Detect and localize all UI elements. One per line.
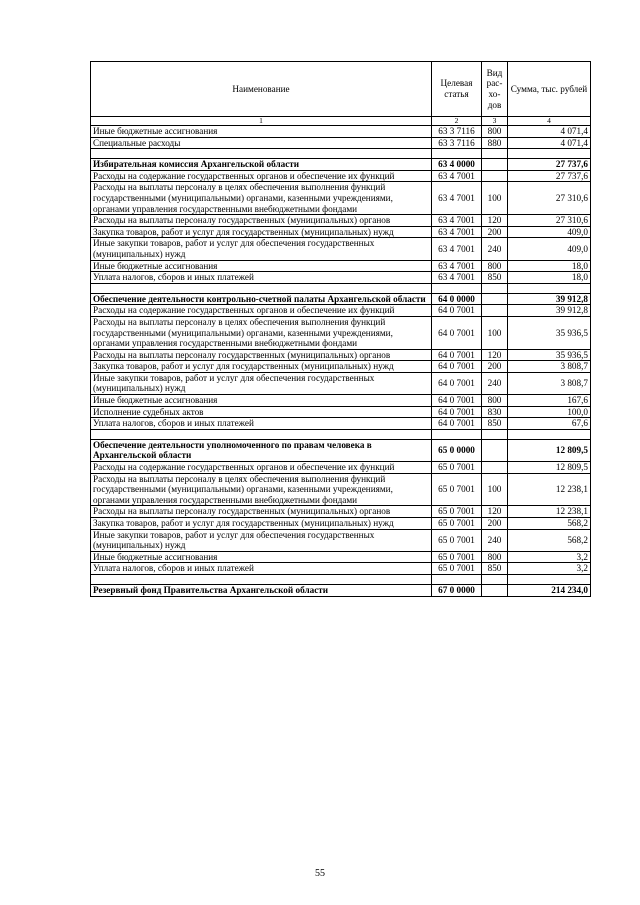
- name-cell: Обеспечение деятельности контрольно-счетной палаты Архангельской области: [91, 293, 432, 305]
- table-row: [91, 305, 591, 317]
- table-row: [91, 126, 591, 138]
- name-cell: Расходы на выплаты персоналу государственных (муниципальных) органов: [91, 349, 432, 361]
- table-row: [91, 529, 591, 551]
- sum-cell: 568,2: [508, 518, 591, 530]
- code-cell: 65 0 7001: [432, 506, 482, 518]
- spacer-row: [91, 429, 591, 439]
- vid-cell: 100: [482, 473, 508, 506]
- sum-cell: 214 234,0: [508, 584, 591, 596]
- empty-cell: [432, 429, 482, 439]
- sum-cell: 3,2: [508, 563, 591, 575]
- column-number: 1: [91, 117, 432, 126]
- code-cell: 63 4 7001: [432, 238, 482, 260]
- code-cell: 64 0 7001: [432, 418, 482, 430]
- vid-cell: [482, 462, 508, 474]
- sum-cell: 12 809,5: [508, 462, 591, 474]
- code-cell: 63 3 7116: [432, 126, 482, 138]
- vid-cell: 200: [482, 226, 508, 238]
- name-cell: Обеспечение деятельности уполномоченного по правам человека в Архангельской области: [91, 439, 432, 461]
- table-row: [91, 260, 591, 272]
- sum-cell: 3,2: [508, 551, 591, 563]
- name-cell: Иные закупки товаров, работ и услуг для обеспечения государственных (муниципальных) нужд: [91, 238, 432, 260]
- code-cell: 63 4 7001: [432, 260, 482, 272]
- vid-cell: 120: [482, 506, 508, 518]
- vid-cell: 880: [482, 137, 508, 149]
- sum-cell: 35 936,5: [508, 316, 591, 349]
- empty-cell: [91, 283, 432, 293]
- table-row: [91, 226, 591, 238]
- vid-cell: 100: [482, 316, 508, 349]
- code-cell: 65 0 7001: [432, 551, 482, 563]
- table-row: [91, 563, 591, 575]
- column-number-row: [91, 117, 591, 126]
- vid-cell: 830: [482, 406, 508, 418]
- empty-cell: [432, 574, 482, 584]
- name-cell: Исполнение судебных актов: [91, 406, 432, 418]
- section-row: [91, 439, 591, 461]
- name-cell: Избирательная комиссия Архангельской области: [91, 159, 432, 171]
- page-number: 55: [315, 868, 325, 879]
- code-cell: 64 0 7001: [432, 305, 482, 317]
- table-row: [91, 473, 591, 506]
- name-cell: Уплата налогов, сборов и иных платежей: [91, 272, 432, 284]
- sum-cell: 12 238,1: [508, 473, 591, 506]
- code-cell: 65 0 7001: [432, 473, 482, 506]
- vid-cell: 800: [482, 126, 508, 138]
- code-cell: 65 0 7001: [432, 529, 482, 551]
- sum-cell: 409,0: [508, 226, 591, 238]
- header-row: [91, 62, 591, 117]
- sum-cell: 27 310,6: [508, 215, 591, 227]
- table-row: [91, 272, 591, 284]
- name-cell: Уплата налогов, сборов и иных платежей: [91, 563, 432, 575]
- name-cell: Расходы на содержание государственных органов и обеспечение их функций: [91, 462, 432, 474]
- code-cell: 64 0 7001: [432, 372, 482, 394]
- empty-cell: [508, 149, 591, 159]
- vid-cell: 240: [482, 529, 508, 551]
- name-cell: Расходы на выплаты персоналу в целях обеспечения выполнения функций государственными (муниципальными) органами, казенными учреждениями, органами управления государственными внебюджетными фондами: [91, 182, 432, 215]
- empty-cell: [432, 149, 482, 159]
- name-cell: Закупка товаров, работ и услуг для государственных (муниципальных) нужд: [91, 518, 432, 530]
- vid-cell: 850: [482, 563, 508, 575]
- empty-cell: [482, 283, 508, 293]
- header-code: Целевая статья: [432, 62, 482, 117]
- spacer-row: [91, 283, 591, 293]
- sum-cell: 27 737,6: [508, 170, 591, 182]
- sum-cell: 27 737,6: [508, 159, 591, 171]
- code-cell: 64 0 0000: [432, 293, 482, 305]
- code-cell: 63 4 7001: [432, 182, 482, 215]
- code-cell: 63 4 7001: [432, 215, 482, 227]
- table-row: [91, 170, 591, 182]
- sum-cell: 18,0: [508, 260, 591, 272]
- vid-cell: 240: [482, 372, 508, 394]
- vid-cell: [482, 305, 508, 317]
- empty-cell: [91, 574, 432, 584]
- empty-cell: [508, 574, 591, 584]
- name-cell: Иные бюджетные ассигнования: [91, 260, 432, 272]
- sum-cell: 4 071,4: [508, 126, 591, 138]
- code-cell: 65 0 0000: [432, 439, 482, 461]
- table-row: [91, 418, 591, 430]
- code-cell: 64 0 7001: [432, 349, 482, 361]
- vid-cell: [482, 170, 508, 182]
- column-number: 4: [508, 117, 591, 126]
- section-row: [91, 584, 591, 596]
- empty-cell: [91, 429, 432, 439]
- name-cell: Уплата налогов, сборов и иных платежей: [91, 418, 432, 430]
- vid-cell: 800: [482, 551, 508, 563]
- vid-cell: 200: [482, 518, 508, 530]
- header-name: Наименование: [91, 62, 432, 117]
- code-cell: 64 0 7001: [432, 361, 482, 373]
- code-cell: 67 0 0000: [432, 584, 482, 596]
- name-cell: Иные закупки товаров, работ и услуг для обеспечения государственных (муниципальных) нужд: [91, 372, 432, 394]
- vid-cell: [482, 159, 508, 171]
- sum-cell: 3 808,7: [508, 361, 591, 373]
- code-cell: 65 0 7001: [432, 563, 482, 575]
- section-row: [91, 159, 591, 171]
- name-cell: Специальные расходы: [91, 137, 432, 149]
- code-cell: 63 4 7001: [432, 170, 482, 182]
- name-cell: Расходы на выплаты персоналу в целях обеспечения выполнения функций государственными (муниципальными) органами, казенными учреждениями, органами управления государственными внебюджетными фондами: [91, 316, 432, 349]
- name-cell: Закупка товаров, работ и услуг для государственных (муниципальных) нужд: [91, 361, 432, 373]
- code-cell: 64 0 7001: [432, 395, 482, 407]
- vid-cell: [482, 439, 508, 461]
- vid-cell: 800: [482, 395, 508, 407]
- table-row: [91, 215, 591, 227]
- name-cell: Иные бюджетные ассигнования: [91, 551, 432, 563]
- vid-cell: 850: [482, 272, 508, 284]
- vid-cell: 850: [482, 418, 508, 430]
- spacer-row: [91, 149, 591, 159]
- sum-cell: 39 912,8: [508, 293, 591, 305]
- sum-cell: 4 071,4: [508, 137, 591, 149]
- code-cell: 63 4 7001: [432, 272, 482, 284]
- vid-cell: 200: [482, 361, 508, 373]
- empty-cell: [508, 283, 591, 293]
- name-cell: Закупка товаров, работ и услуг для государственных (муниципальных) нужд: [91, 226, 432, 238]
- table-row: [91, 137, 591, 149]
- sum-cell: 409,0: [508, 238, 591, 260]
- name-cell: Резервный фонд Правительства Архангельской области: [91, 584, 432, 596]
- name-cell: Иные закупки товаров, работ и услуг для обеспечения государственных (муниципальных) нужд: [91, 529, 432, 551]
- code-cell: 64 0 7001: [432, 316, 482, 349]
- code-cell: 63 3 7116: [432, 137, 482, 149]
- sum-cell: 27 310,6: [508, 182, 591, 215]
- vid-cell: [482, 584, 508, 596]
- table-body: [91, 126, 591, 597]
- vid-cell: [482, 293, 508, 305]
- sum-cell: 18,0: [508, 272, 591, 284]
- sum-cell: 100,0: [508, 406, 591, 418]
- empty-cell: [482, 429, 508, 439]
- column-number: 3: [482, 117, 508, 126]
- empty-cell: [91, 149, 432, 159]
- vid-cell: 800: [482, 260, 508, 272]
- table-row: [91, 316, 591, 349]
- empty-cell: [432, 283, 482, 293]
- code-cell: 65 0 7001: [432, 462, 482, 474]
- name-cell: Расходы на выплаты персоналу государственных (муниципальных) органов: [91, 215, 432, 227]
- sum-cell: 35 936,5: [508, 349, 591, 361]
- table-row: [91, 462, 591, 474]
- sum-cell: 3 808,7: [508, 372, 591, 394]
- vid-cell: 100: [482, 182, 508, 215]
- sum-cell: 12 809,5: [508, 439, 591, 461]
- name-cell: Иные бюджетные ассигнования: [91, 395, 432, 407]
- name-cell: Иные бюджетные ассигнования: [91, 126, 432, 138]
- empty-cell: [482, 149, 508, 159]
- vid-cell: 120: [482, 215, 508, 227]
- table-row: [91, 395, 591, 407]
- header-vid: Вид рас- хо- дов: [482, 62, 508, 117]
- empty-cell: [508, 429, 591, 439]
- name-cell: Расходы на выплаты персоналу в целях обеспечения выполнения функций государственными (муниципальными) органами, казенными учреждениями, органами управления государственными внебюджетными фондами: [91, 473, 432, 506]
- spacer-row: [91, 574, 591, 584]
- name-cell: Расходы на содержание государственных органов и обеспечение их функций: [91, 305, 432, 317]
- section-row: [91, 293, 591, 305]
- vid-cell: 120: [482, 349, 508, 361]
- table-row: [91, 506, 591, 518]
- code-cell: 63 4 0000: [432, 159, 482, 171]
- budget-table: [90, 61, 591, 597]
- sum-cell: 568,2: [508, 529, 591, 551]
- header-sum: Сумма, тыс. рублей: [508, 62, 591, 117]
- column-number: 2: [432, 117, 482, 126]
- table-row: [91, 361, 591, 373]
- table-row: [91, 238, 591, 260]
- table-row: [91, 551, 591, 563]
- vid-cell: 240: [482, 238, 508, 260]
- code-cell: 65 0 7001: [432, 518, 482, 530]
- table-row: [91, 372, 591, 394]
- sum-cell: 39 912,8: [508, 305, 591, 317]
- sum-cell: 167,6: [508, 395, 591, 407]
- code-cell: 63 4 7001: [432, 226, 482, 238]
- name-cell: Расходы на выплаты персоналу государственных (муниципальных) органов: [91, 506, 432, 518]
- table-row: [91, 518, 591, 530]
- empty-cell: [482, 574, 508, 584]
- sum-cell: 67,6: [508, 418, 591, 430]
- name-cell: Расходы на содержание государственных органов и обеспечение их функций: [91, 170, 432, 182]
- code-cell: 64 0 7001: [432, 406, 482, 418]
- table-row: [91, 182, 591, 215]
- table-row: [91, 406, 591, 418]
- table-row: [91, 349, 591, 361]
- sum-cell: 12 238,1: [508, 506, 591, 518]
